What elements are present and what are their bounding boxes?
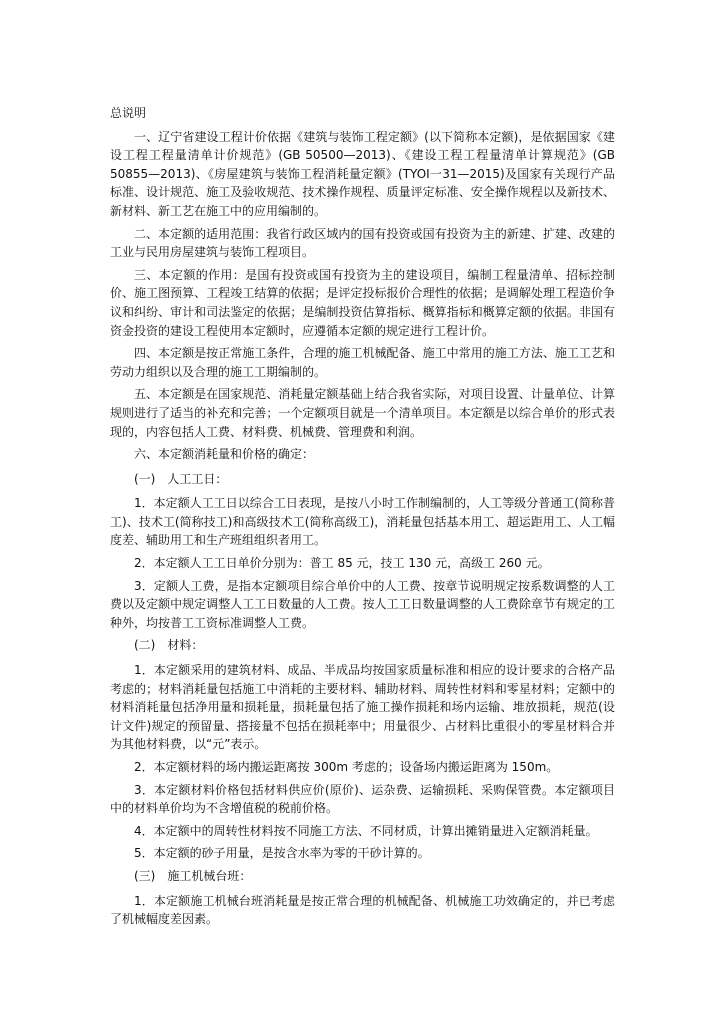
- labor-item-1: 1．本定额人工工日以综合工日表现，是按八小时工作制编制的，人工等级分普通工(简称普工)、技术工(简称技工)和高级技术工(简称高级工)，消耗量包括基本用工、超运距用工、人工幅度差、辅助用工和生产班组组织者用工。: [110, 496, 615, 548]
- machinery-item-1: 1．本定额施工机械台班消耗量是按正常合理的机械配备、机械施工功效确定的，并已考虑了机械幅度差因素。: [110, 893, 615, 927]
- paragraph-2: 二、本定额的适用范围：我省行政区域内的国有投资或国有投资为主的新建、扩建、改建的工业与民用房屋建筑与装饰工程项目。: [110, 226, 615, 260]
- subheading-labor: (一) 人工工日：: [134, 471, 228, 486]
- labor-item-3: 3．定额人工费，是指本定额项目综合单价中的人工费、按章节说明规定按系数调整的人工费以及定额中规定调整人工工日数量的人工费。按人工工日数量调整的人工费除章节有规定的工种外，均按普工工资标准调整人工费。: [110, 578, 615, 630]
- material-item-1: 1．本定额采用的建筑材料、成品、半成品均按国家质量标准和相应的设计要求的合格产品考虑的；材料消耗量包括施工中消耗的主要材料、辅助材料、周转性材料和零星材料；定额中的材料消耗量包括净用量和损耗量，损耗量包括了施工操作损耗和场内运输、堆放损耗，规范(设计文件)规定的预留量、搭接量不包括在损耗率中；用量很少、占材料比重很小的零星材料合并为其他材料费，以“元”表示。: [110, 663, 615, 752]
- paragraph-1: 一、辽宁省建设工程计价依据《建筑与装饰工程定额》(以下简称本定额)，是依据国家《建设工程工程量清单计价规范》(GB 50500—2013)、《建设工程工程量清单计算规范》(GB 50855—2013)、《房屋建筑与装饰工程消耗量定额》(TYOI一31—2015)及国家有关现行产品标准、设计规范、施工及验收规范、技术操作规程、质量评定标准、安全操作规程以及新技术、新材料、新工艺在施工中的应用编制的。: [110, 129, 615, 218]
- material-item-4: 4．本定额中的周转性材料按不同施工方法、不同材质，计算出摊销量进入定额消耗量。: [134, 823, 598, 838]
- subheading-materials: (二) 材料：: [134, 638, 204, 653]
- paragraph-4: 四、本定额是按正常施工条件，合理的施工机械配备、施工中常用的施工方法、施工工艺和劳动力组织以及合理的施工工期编制的。: [110, 346, 615, 379]
- subheading-machinery: (三) 施工机械台班：: [134, 868, 252, 883]
- section-heading-6: 六、本定额消耗量和价格的确定：: [134, 447, 315, 462]
- paragraph-5: 五、本定额是在国家规范、消耗量定额基础上结合我省实际，对项目设置、计量单位、计算规则进行了适当的补充和完善；一个定额项目就是一个清单项目。本定额是以综合单价的形式表现的，内容包括人工费、材料费、机械费、管理费和利润。: [110, 387, 615, 439]
- document-page: [110, 104, 615, 933]
- material-item-3: 3．本定额材料价格包括材料供应价(原价)、运杂费、运输损耗、采购保管费。本定额项目中的材料单价均为不含增值税的税前价格。: [110, 782, 615, 816]
- paragraph-3: 三、本定额的作用：是国有投资或国有投资为主的建设项目，编制工程量清单、招标控制价、施工图预算、工程竣工结算的依据；是评定投标报价合理性的依据；是调解处理工程造价争议和纠纷、审计和司法鉴定的依据；是编制投资估算指标、概算指标和概算定额的依据。非国有资金投资的建设工程使用本定额时，应遵循本定额的规定进行工程计价。: [110, 267, 615, 338]
- document-title: 总说明: [110, 106, 147, 120]
- material-item-5: 5．本定额的砂子用量，是按含水率为零的干砂计算的。: [134, 846, 430, 861]
- material-item-2: 2．本定额材料的场内搬运距离按 300m 考虑的；设备场内搬运距离为 150m。: [134, 760, 559, 774]
- labor-item-2: 2．本定额人工工日单价分别为：普工 85 元，技工 130 元，高级工 260 元。: [134, 556, 550, 571]
